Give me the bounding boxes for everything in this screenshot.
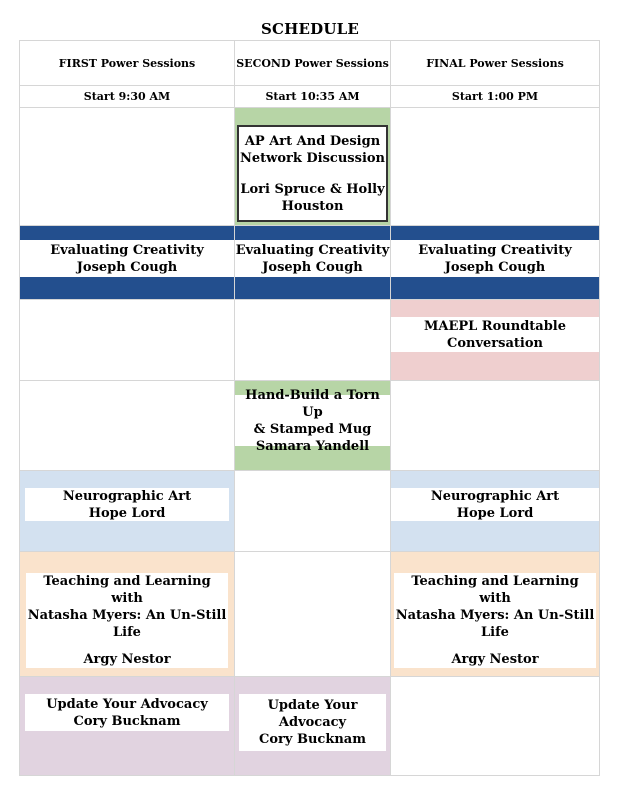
session-cell-evaluating-first — [20, 226, 235, 300]
session-card-neurographic-final[interactable] — [391, 488, 599, 521]
session-title: Neurographic Art — [62, 488, 192, 504]
schedule-row-4 — [20, 381, 600, 471]
session-title-line: Teaching and Learning with — [43, 574, 211, 606]
schedule-row-2 — [20, 226, 600, 300]
empty-cell — [391, 677, 600, 776]
session-presenter: Hope Lord — [456, 505, 534, 521]
session-title-line: Network Discussion — [240, 150, 385, 166]
session-title-line: Advocacy — [278, 715, 347, 730]
session-title-line: Life — [113, 625, 141, 640]
session-title: Evaluating Creativity — [50, 242, 204, 258]
session-cell-evaluating-final — [391, 226, 600, 300]
session-title-line: AP Art And Design — [244, 133, 381, 149]
empty-cell — [235, 552, 391, 677]
schedule-row-1 — [20, 108, 600, 226]
session-presenter: Cory Bucknam — [73, 713, 181, 729]
session-title-line: Life — [481, 625, 509, 640]
session-cell-hand-build — [235, 381, 391, 471]
session-card-teaching-final[interactable] — [394, 573, 596, 668]
session-title: Neurographic Art — [430, 488, 560, 504]
session-presenter: Argy Nestor — [83, 652, 171, 667]
empty-cell — [391, 108, 600, 226]
session-cell-neurographic-first — [20, 471, 235, 552]
session-presenter: Joseph Cough — [76, 259, 178, 275]
start-time-first: Start 9:30 AM — [20, 86, 235, 108]
schedule-row-3 — [20, 300, 600, 381]
session-card-evaluating-final[interactable] — [391, 240, 599, 277]
session-title-line: Update Your — [267, 698, 358, 713]
start-time-row — [20, 86, 600, 108]
page-title: SCHEDULE — [260, 20, 360, 38]
header-row — [20, 41, 600, 86]
session-presenter-line: Lori Spruce & Holly — [240, 181, 385, 197]
schedule-row-7 — [20, 677, 600, 776]
session-presenter: Joseph Cough — [444, 259, 546, 275]
session-card-hand-build[interactable] — [235, 387, 390, 454]
empty-cell — [235, 471, 391, 552]
session-card-neurographic-first[interactable] — [25, 488, 229, 521]
schedule-table — [19, 40, 600, 776]
empty-cell — [235, 300, 391, 381]
session-title: Update Your Advocacy — [46, 696, 208, 712]
session-card-advocacy-second[interactable] — [239, 694, 386, 751]
session-presenter: Joseph Cough — [262, 259, 363, 275]
empty-cell — [391, 381, 600, 471]
session-card-evaluating-first[interactable] — [20, 240, 234, 277]
session-presenter-line: Houston — [281, 198, 344, 214]
session-title: Evaluating Creativity — [235, 242, 390, 258]
session-cell-advocacy-first — [20, 677, 235, 776]
session-title-line: Natasha Myers: An Un-Still — [395, 608, 595, 623]
empty-cell — [20, 300, 235, 381]
session-cell-advocacy-second — [235, 677, 391, 776]
session-presenter: Cory Bucknam — [259, 732, 366, 747]
session-title-line: Teaching and Learning with — [411, 574, 579, 606]
empty-cell — [20, 108, 235, 226]
session-presenter: Hope Lord — [88, 505, 166, 521]
session-card-teaching-first[interactable] — [26, 573, 228, 668]
session-cell-teaching-final — [391, 552, 600, 677]
session-cell-maepl — [391, 300, 600, 381]
session-cell-evaluating-second — [235, 226, 391, 300]
session-title-line: Hand-Build a Torn Up — [245, 387, 380, 420]
session-title-line: MAEPL Roundtable — [423, 318, 567, 334]
session-cell-teaching-first — [20, 552, 235, 677]
start-time-second: Start 10:35 AM — [235, 86, 391, 108]
session-card-evaluating-second[interactable] — [235, 240, 390, 277]
session-card-ap-art[interactable] — [237, 125, 388, 222]
session-title: Evaluating Creativity — [418, 242, 572, 258]
schedule-row-6 — [20, 552, 600, 677]
session-title-line: Conversation — [447, 335, 543, 351]
session-card-maepl[interactable] — [391, 317, 599, 352]
start-time-final: Start 1:00 PM — [391, 86, 600, 108]
session-card-advocacy-first[interactable] — [25, 694, 229, 731]
schedule-row-5 — [20, 471, 600, 552]
column-header-second: SECOND Power Sessions — [235, 41, 391, 86]
session-cell-neurographic-final — [391, 471, 600, 552]
column-header-final: FINAL Power Sessions — [391, 41, 600, 86]
empty-cell — [20, 381, 235, 471]
session-cell-ap-art — [235, 108, 391, 226]
column-header-first: FIRST Power Sessions — [20, 41, 235, 86]
session-title-line: & Stamped Mug — [253, 421, 372, 437]
session-title-line: Natasha Myers: An Un-Still — [27, 608, 227, 623]
session-presenter: Argy Nestor — [451, 652, 539, 667]
session-presenter: Samara Yandell — [255, 438, 370, 454]
